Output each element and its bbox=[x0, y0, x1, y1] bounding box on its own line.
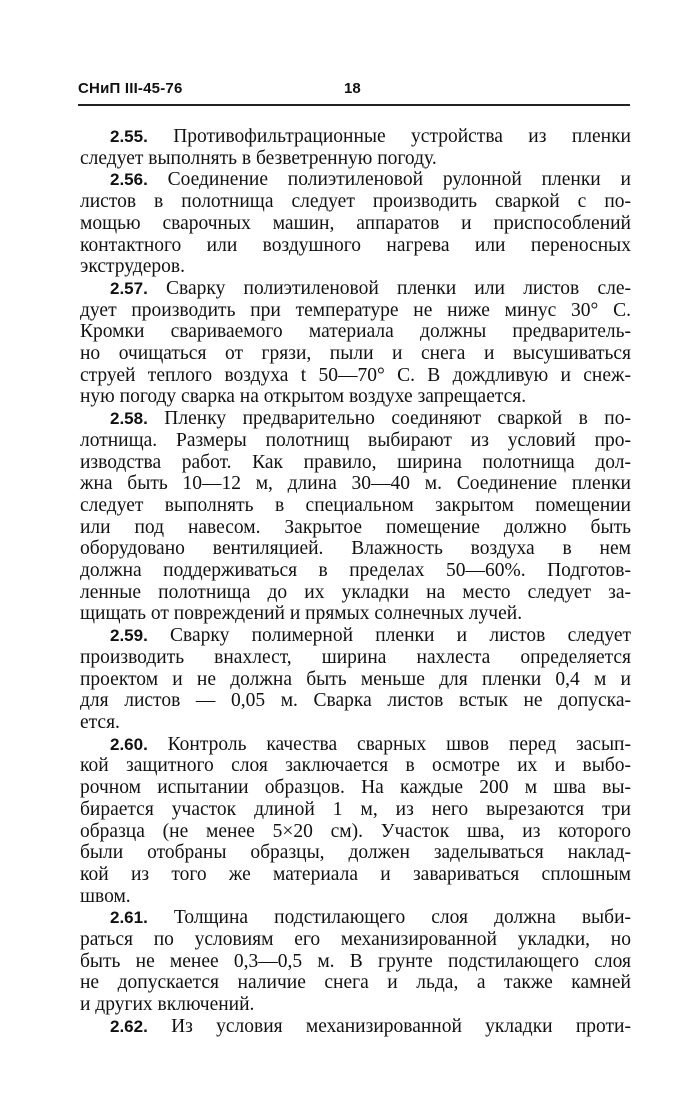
line-text: быть не менее 0,3—0,5 м. В грунте подстилающего слоя bbox=[80, 950, 631, 972]
text-line bbox=[80, 755, 631, 777]
text-line bbox=[80, 603, 631, 625]
line-text: Соединение полиэтиленовой рулонной пленки и bbox=[147, 169, 631, 191]
text-line bbox=[80, 430, 631, 452]
text-line bbox=[80, 734, 631, 756]
text-line bbox=[80, 300, 631, 322]
text-line bbox=[80, 191, 631, 213]
text-line bbox=[80, 169, 631, 191]
text-line bbox=[80, 625, 631, 647]
line-text: следует выполнять в безветренную погоду. bbox=[80, 147, 437, 169]
line-text: кой защитного слоя заключается в осмотре их и выбо- bbox=[80, 755, 631, 777]
text-line bbox=[80, 842, 631, 864]
text-line bbox=[80, 256, 631, 278]
text-line bbox=[80, 408, 631, 430]
clause-number: 2.56. bbox=[110, 170, 148, 190]
clause-number: 2.57. bbox=[110, 278, 148, 298]
text-line bbox=[80, 647, 631, 669]
line-text: оборудовано вентиляцией. Влажность воздуха в нем bbox=[80, 538, 631, 560]
line-text: Из условия механизированной укладки проти- bbox=[147, 1015, 631, 1037]
line-text: Пленку предварительно соединяют сваркой в по- bbox=[147, 408, 631, 430]
text-line bbox=[80, 278, 631, 300]
line-text: ленные полотнища до их укладки на место следует за- bbox=[80, 581, 631, 603]
header-rule bbox=[78, 104, 630, 106]
line-text: струей теплого воздуха t 50—70° С. В дождливую и снеж- bbox=[80, 364, 631, 386]
line-text: мощью сварочных машин, аппаратов и приспособлений bbox=[80, 212, 631, 234]
line-text: но очищаться от грязи, пыли и снега и высушиваться bbox=[80, 343, 631, 365]
line-text: ется. bbox=[80, 711, 120, 733]
line-text: экструдеров. bbox=[80, 256, 185, 278]
text-line bbox=[80, 1016, 631, 1038]
text-line bbox=[80, 821, 631, 843]
line-text: Контроль качества сварных швов перед засып- bbox=[147, 733, 631, 755]
line-text: Кромки свариваемого материала должны предваритель- bbox=[80, 321, 631, 343]
text-line bbox=[80, 148, 631, 170]
line-text: листов в полотнища следует производить сваркой с по- bbox=[80, 191, 631, 213]
text-line bbox=[80, 560, 631, 582]
body-text bbox=[80, 126, 631, 1038]
line-text: не допускается наличие снега и льда, а также камней bbox=[80, 972, 631, 994]
text-line bbox=[80, 799, 631, 821]
text-line bbox=[80, 777, 631, 799]
clause-number: 2.59. bbox=[110, 626, 148, 646]
line-text: бирается участок длиной 1 м, из него вырезаются три bbox=[80, 798, 631, 820]
text-line bbox=[80, 951, 631, 973]
document-code: СНиП III-45-76 bbox=[78, 80, 183, 97]
text-line bbox=[80, 886, 631, 908]
line-text: и других включений. bbox=[80, 994, 255, 1016]
text-line bbox=[80, 864, 631, 886]
text-line bbox=[80, 235, 631, 257]
clause-number: 2.58. bbox=[110, 409, 148, 429]
line-text: Толщина подстилающего слоя должна выби- bbox=[147, 907, 631, 929]
line-text: раться по условиям его механизированной укладки, но bbox=[80, 929, 631, 951]
line-text: были отобраны образцы, должен заделываться наклад- bbox=[80, 842, 631, 864]
text-line bbox=[80, 929, 631, 951]
line-text: следует выполнять в специальном закрытом помещении bbox=[80, 494, 631, 516]
line-text: щищать от повреждений и прямых солнечных лучей. bbox=[80, 603, 523, 625]
text-line bbox=[80, 994, 631, 1016]
text-line bbox=[80, 690, 631, 712]
clause-number: 2.61. bbox=[110, 908, 148, 928]
page-header bbox=[78, 80, 628, 106]
line-text: жна быть 10—12 м, длина 30—40 м. Соединение пленки bbox=[80, 473, 631, 495]
text-line bbox=[80, 386, 631, 408]
text-line bbox=[80, 126, 631, 148]
clause-number: 2.62. bbox=[110, 1016, 148, 1036]
line-text: производить внахлест, ширина нахлеста определяется bbox=[80, 646, 631, 668]
page-number: 18 bbox=[344, 80, 361, 97]
line-text: или под навесом. Закрытое помещение должно быть bbox=[80, 516, 631, 538]
line-text: для листов — 0,05 м. Сварка листов встык не допуска- bbox=[80, 690, 631, 712]
line-text: изводства работ. Как правило, ширина полотнища дол- bbox=[80, 451, 631, 473]
text-line bbox=[80, 907, 631, 929]
text-line bbox=[80, 321, 631, 343]
line-text: кой из того же материала и завариваться сплошным bbox=[80, 863, 631, 885]
line-text: контактного или воздушного нагрева или переносных bbox=[80, 234, 631, 256]
line-text: Сварку полимерной пленки и листов следует bbox=[147, 625, 631, 647]
line-text: ную погоду сварка на открытом воздухе запрещается. bbox=[80, 386, 527, 408]
text-line bbox=[80, 538, 631, 560]
line-text: дует производить при температуре не ниже минус 30° С. bbox=[80, 299, 631, 321]
line-text: Сварку полиэтиленовой пленки или листов сле- bbox=[147, 277, 631, 299]
text-line bbox=[80, 452, 631, 474]
line-text: проектом и не должна быть меньше для пленки 0,4 м и bbox=[80, 668, 631, 690]
text-line bbox=[80, 669, 631, 691]
text-line bbox=[80, 517, 631, 539]
clause-number: 2.60. bbox=[110, 734, 148, 754]
line-text: Противофильтрационные устройства из пленки bbox=[147, 126, 631, 147]
text-line bbox=[80, 213, 631, 235]
text-line bbox=[80, 343, 631, 365]
line-text: образца (не менее 5×20 см). Участок шва, из которого bbox=[80, 820, 631, 842]
text-line bbox=[80, 972, 631, 994]
line-text: рочном испытании образцов. На каждые 200 м шва вы- bbox=[80, 777, 631, 799]
text-line bbox=[80, 473, 631, 495]
text-line bbox=[80, 495, 631, 517]
line-text: должна поддерживаться в пределах 50—60%. Подготов- bbox=[80, 560, 631, 582]
text-line bbox=[80, 365, 631, 387]
text-line bbox=[80, 582, 631, 604]
line-text: лотнища. Размеры полотнищ выбирают из условий про- bbox=[80, 429, 631, 451]
line-text: швом. bbox=[80, 885, 131, 907]
clause-number: 2.55. bbox=[110, 127, 148, 146]
text-line bbox=[80, 712, 631, 734]
